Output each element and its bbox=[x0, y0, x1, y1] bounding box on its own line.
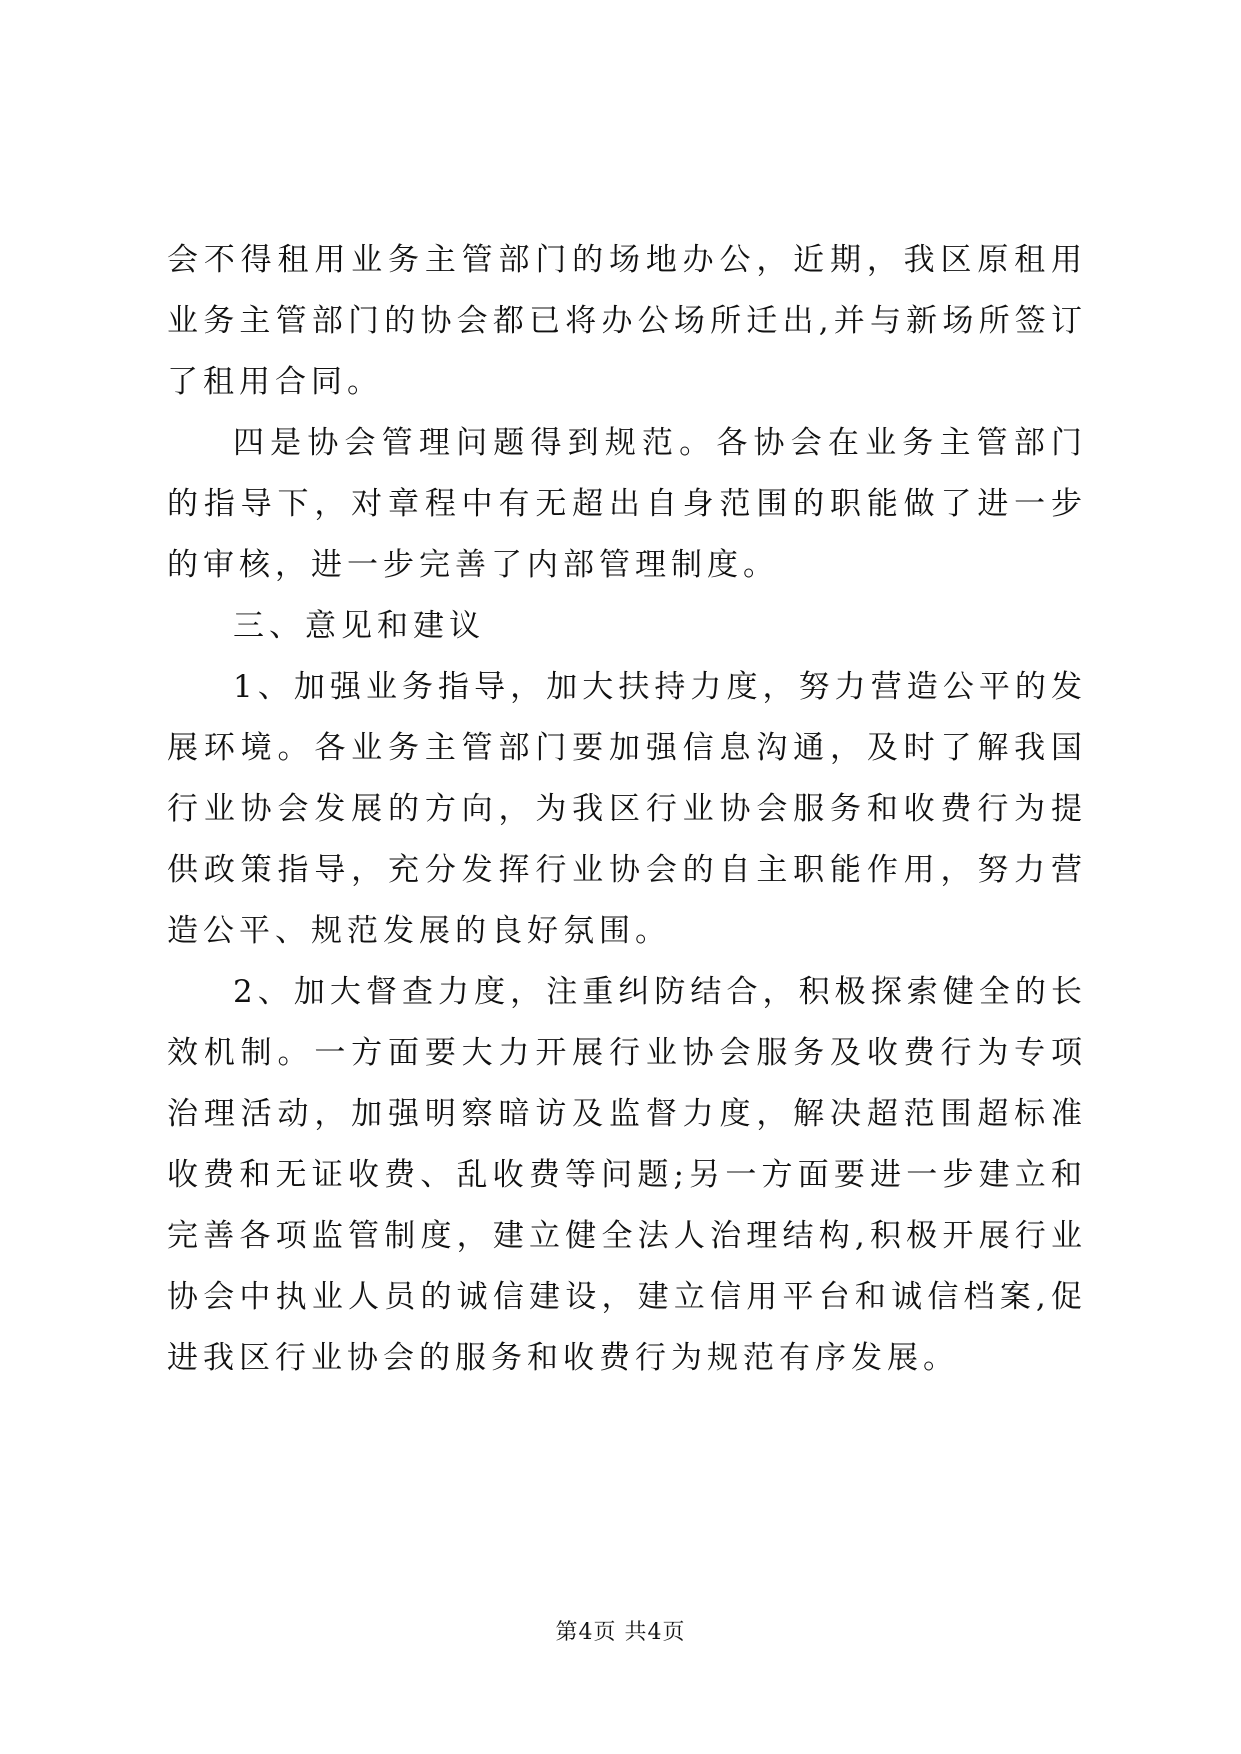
paragraph-suggestion-two: 2、加大督查力度，注重纠防结合，积极探索健全的长效机制。一方面要大力开展行业协会服务及收费行为专项治理活动，加强明察暗访及监督力度，解决超范围超标准收费和无证收费、乱收费等问题;另一方面要进一步建立和完善各项监管制度，建立健全法人治理结构,积极开展行业协会中执业人员的诚信建设，建立信用平台和诚信档案,促进我区行业协会的服务和收费行为规范有序发展。 bbox=[167, 974, 1087, 1376]
section-heading-suggestions: 三、意见和建议 bbox=[233, 608, 485, 644]
page-number-footer: 第4页 共4页 bbox=[555, 1620, 686, 1645]
paragraph-continuation: 会不得租用业务主管部门的场地办公，近期，我区原租用业务主管部门的协会都已将办公场所迁出,并与新场所签订了租用合同。 bbox=[167, 242, 1087, 400]
paragraph-suggestion-one: 1、加强业务指导，加大扶持力度，努力营造公平的发展环境。各业务主管部门要加强信息沟通，及时了解我国行业协会发展的方向，为我区行业协会服务和收费行为提供政策指导，充分发挥行业协会的自主职能作用，努力营造公平、规范发展的良好氛围。 bbox=[167, 669, 1087, 949]
paragraph-point-four: 四是协会管理问题得到规范。各协会在业务主管部门的指导下，对章程中有无超出自身范围的职能做了进一步的审核，进一步完善了内部管理制度。 bbox=[167, 425, 1087, 583]
document-body bbox=[167, 230, 1087, 1389]
